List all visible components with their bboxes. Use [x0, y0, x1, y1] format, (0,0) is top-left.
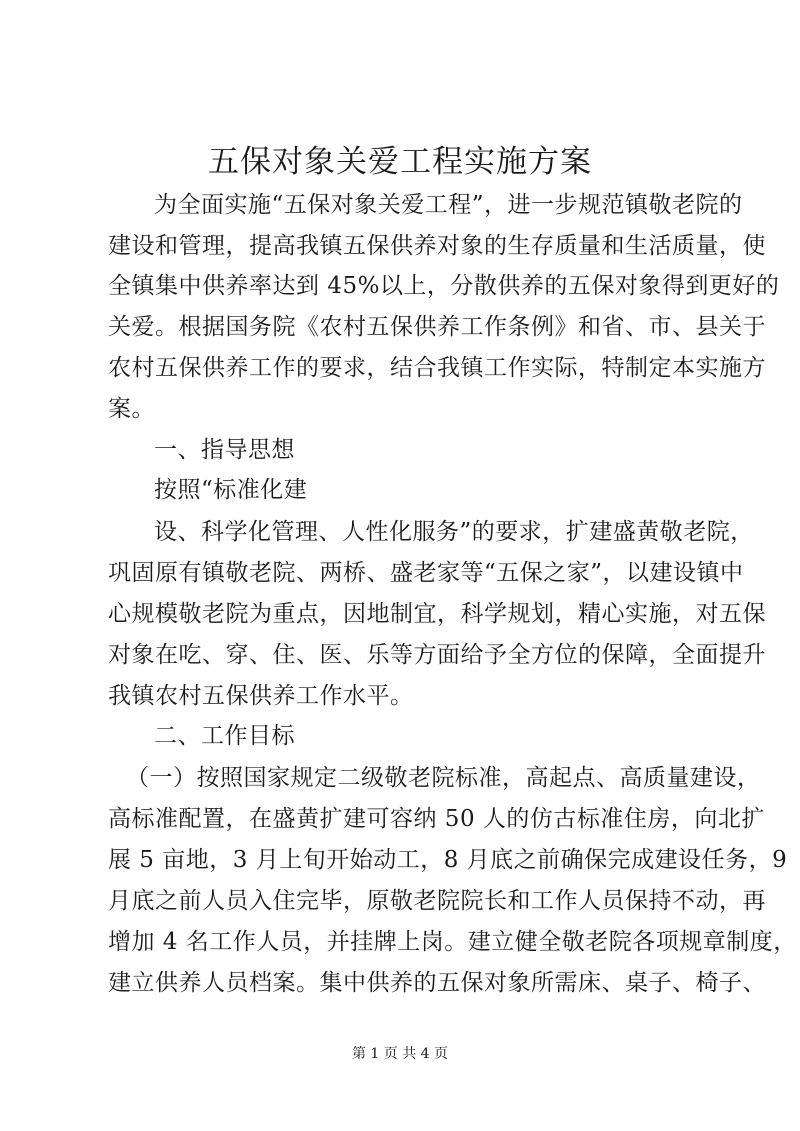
body-line: 高标准配置，在盛黄扩建可容纳 50 人的仿古标准住房，向北扩 [108, 806, 765, 832]
body-line: 建立供养人员档案。集中供养的五保对象所需床、桌子、椅子、 [108, 970, 766, 996]
body-line: 心规模敬老院为重点，因地制宜，科学规划，精心实施，对五保 [108, 601, 766, 627]
page-footer: 第 1 页 共 4 页 [351, 1046, 449, 1062]
body-line: 我镇农村五保供养工作水平。 [108, 683, 414, 709]
body-line: 案。 [108, 396, 155, 422]
body-line: 增加 4 名工作人员，并挂牌上岗。建立健全敬老院各项规章制度， [108, 929, 797, 955]
document-title: 五保对象关爱工程实施方案 [208, 144, 592, 180]
body-line: 关爱。根据国务院《农村五保供养工作条例》和省、市、县关于 [108, 314, 766, 340]
section-heading: 一、指导思想 [154, 437, 295, 463]
body-line: 按照“标准化建 [154, 477, 308, 503]
section-heading: 二、工作目标 [154, 723, 295, 749]
body-line: 对象在吃、穿、住、医、乐等方面给予全方位的保障，全面提升 [108, 642, 766, 668]
body-line: 全镇集中供养率达到 45%以上，分散供养的五保对象得到更好的 [108, 273, 780, 299]
body-line: 为全面实施“五保对象关爱工程”，进一步规范镇敬老院的 [154, 192, 743, 218]
body-line: 农村五保供养工作的要求，结合我镇工作实际，特制定本实施方 [108, 355, 766, 381]
body-line: 展 5 亩地，3 月上旬开始动工，8 月底之前确保完成建设任务，9 [108, 847, 788, 873]
body-line: 月底之前人员入住完毕，原敬老院院长和工作人员保持不动，再 [108, 888, 766, 914]
body-line: 设、科学化管理、人性化服务”的要求，扩建盛黄敬老院， [154, 519, 754, 545]
body-line: 巩固原有镇敬老院、两桥、盛老家等“五保之家”，以建设镇中 [108, 560, 744, 586]
body-line: 建设和管理，提高我镇五保供养对象的生存质量和生活质量，使 [108, 233, 766, 259]
body-line: （一）按照国家规定二级敬老院标准，高起点、高质量建设， [126, 765, 761, 791]
